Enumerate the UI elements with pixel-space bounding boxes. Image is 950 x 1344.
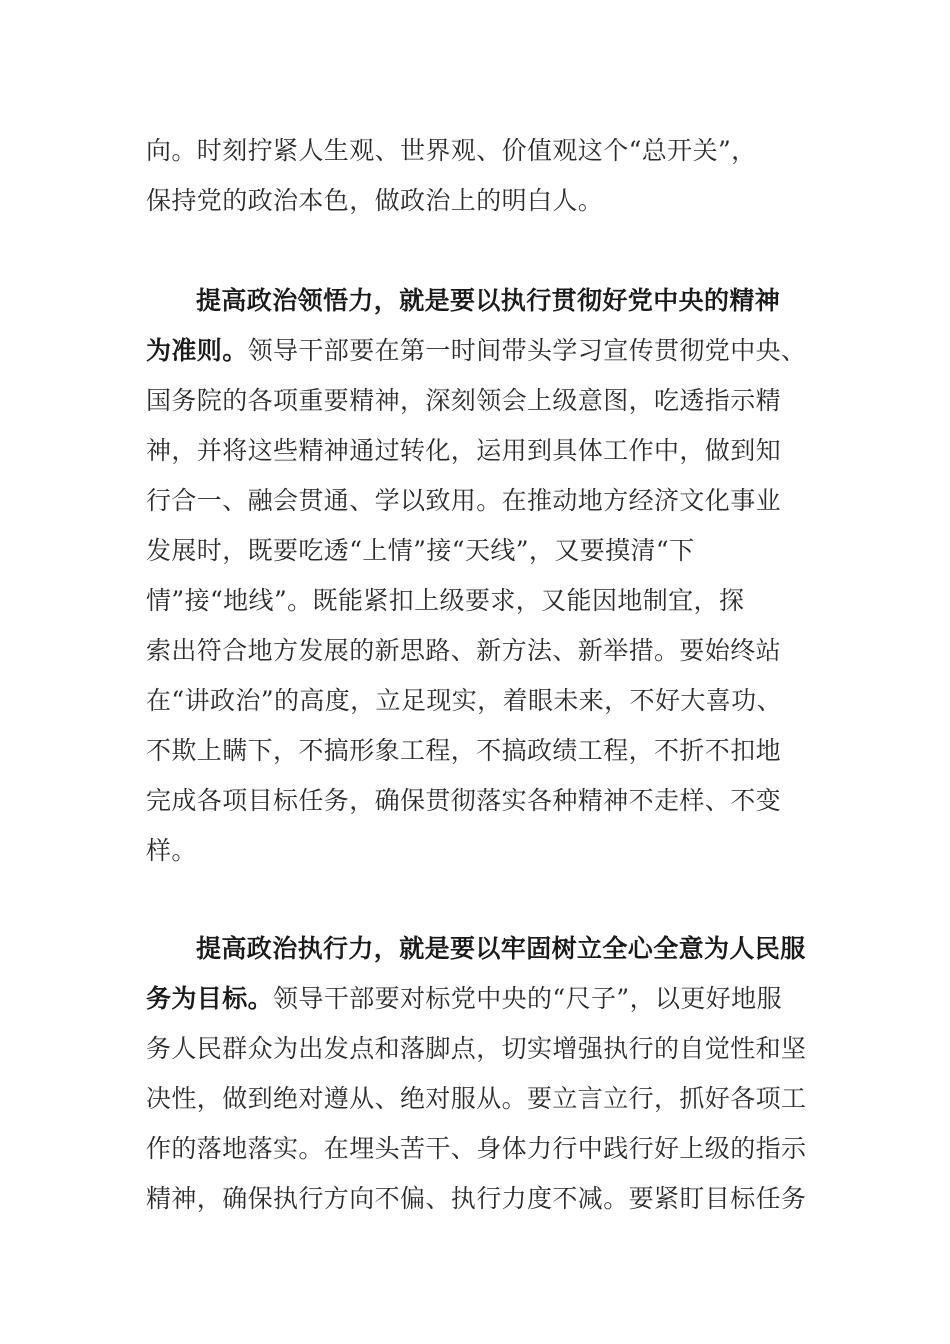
body-text-line: 在“讲政治”的高度，立足现实，着眼未来，不好大喜功、 <box>146 686 782 715</box>
paragraph-heading-end: 务为目标。 <box>146 984 274 1013</box>
body-text-line: 不欺上瞒下，不搞形象工程，不搞政绩工程，不折不扣地 <box>146 736 782 765</box>
body-text: 领导干部要在第一时间带头学习宣传贯彻党中央、 <box>247 336 807 365</box>
body-text-line: 样。 <box>146 836 197 865</box>
body-text-line <box>146 336 816 366</box>
body-text-line: 作的落地落实。在埋头苦干、身体力行中践行好上级的指示 <box>146 1134 807 1163</box>
body-text: 领导干部要对标党中央的“尺子”，以更好地服 <box>273 984 782 1013</box>
body-text-line: 国务院的各项重要精神，深刻领会上级意图，吃透指示精 <box>146 386 782 415</box>
body-text-line: 发展时，既要吃透“上情”接“天线”，又要摸清“下 <box>146 536 695 565</box>
paragraph-heading: 提高政治领悟力，就是要以执行贯彻好党中央的精神 <box>196 286 781 315</box>
body-text-line: 务人民群众为出发点和落脚点，切实增强执行的自觉性和坚 <box>146 1034 807 1063</box>
paragraph-heading-end: 为准则。 <box>146 336 248 365</box>
body-text-line: 神，并将这些精神通过转化，运用到具体工作中，做到知 <box>146 436 782 465</box>
body-text-line <box>146 984 816 1014</box>
body-text-line: 精神，确保执行方向不偏、执行力度不减。要紧盯目标任务 <box>146 1184 807 1213</box>
body-text-line: 行合一、融会贯通、学以致用。在推动地方经济文化事业 <box>146 486 782 515</box>
body-text-line: 索出符合地方发展的新思路、新方法、新举措。要始终站 <box>146 636 782 665</box>
body-text-line: 完成各项目标任务，确保贯彻落实各种精神不走样、不变 <box>146 786 782 815</box>
body-text-line: 向。时刻拧紧人生观、世界观、价值观这个“总开关”， <box>146 136 757 165</box>
body-text-line: 情”接“地线”。既能紧扣上级要求，又能因地制宜，探 <box>146 586 745 615</box>
body-text-line: 决性，做到绝对遵从、绝对服从。要立言立行，抓好各项工 <box>146 1084 807 1113</box>
paragraph-heading: 提高政治执行力，就是要以牢固树立全心全意为人民服 <box>196 934 806 963</box>
body-text-line: 保持党的政治本色，做政治上的明白人。 <box>146 186 604 215</box>
